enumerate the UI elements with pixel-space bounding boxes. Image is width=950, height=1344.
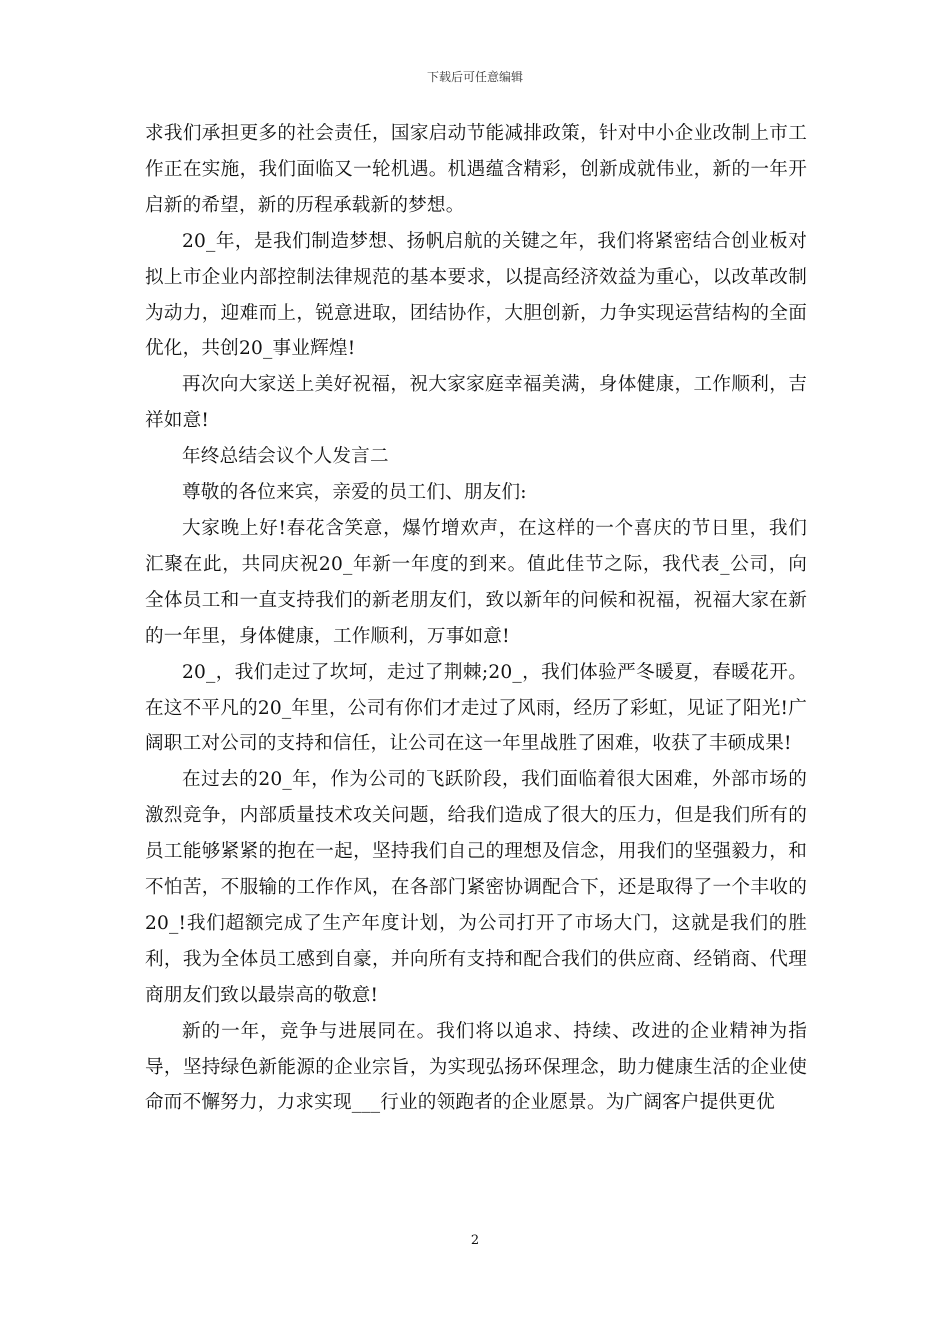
- paragraph-greeting: 大家晚上好!春花含笑意，爆竹增欢声，在这样的一个喜庆的节日里，我们汇聚在此，共同庆祝20_年新一年度的到来。值此佳节之际，我代表_公司，向全体员工和一直支持我们的新老朋友们，致以新年的问候和祝福，祝福大家在新的一年里，身体健康，工作顺利，万事如意!: [145, 517, 807, 647]
- page-number: 2: [470, 1233, 480, 1248]
- page-header: 下载后可任意编辑: [426, 70, 523, 84]
- paragraph-wishes: 再次向大家送上美好祝福，祝大家家庭幸福美满，身体健康，工作顺利，吉祥如意!: [145, 374, 807, 432]
- paragraph-continuation: 求我们承担更多的社会责任，国家启动节能减排政策，针对中小企业改制上市工作正在实施，我们面临又一轮机遇。机遇蕴含精彩，创新成就伟业，新的一年开启新的希望，新的历程承载新的梦想。: [145, 123, 807, 216]
- salutation: 尊敬的各位来宾，亲爱的员工们、朋友们:: [182, 482, 527, 504]
- paragraph-review: 20_，我们走过了坎坷，走过了荆棘;20_，我们体验严冬暖夏，春暖花开。在这不平凡的20_年里，公司有你们才走过了风雨，经历了彩虹，见证了阳光!广阔职工对公司的支持和信任，让公司在这一年里战胜了困难，收获了丰硕成果!: [145, 661, 807, 755]
- section-heading: 年终总结会议个人发言二: [182, 446, 389, 468]
- paragraph-past-year: 在过去的20_年，作为公司的飞跃阶段，我们面临着很大困难，外部市场的激烈竞争，内部质量技术攻关问题，给我们造成了很大的压力，但是我们所有的员工能够紧紧的抱在一起，坚持我们自己的理想及信念，用我们的坚强毅力，和不怕苦，不服输的工作作风，在各部门紧密协调配合下，还是取得了一个丰收的20_!我们超额完成了生产年度计划，为公司打开了市场大门，这就是我们的胜利，我为全体员工感到自豪，并向所有支持和配合我们的供应商、经销商、代理商朋友们致以最崇高的敬意!: [145, 769, 807, 1006]
- document-body: [145, 116, 807, 1121]
- paragraph-goals: 20_年，是我们制造梦想、扬帆启航的关键之年，我们将紧密结合创业板对拟上市企业内部控制法律规范的基本要求，以提高经济效益为重心，以改革改制为动力，迎难而上，锐意进取，团结协作，大胆创新，力争实现运营结构的全面优化，共创20_事业辉煌!: [145, 230, 807, 360]
- paragraph-new-year: 新的一年，竞争与进展同在。我们将以追求、持续、改进的企业精神为指导，坚持绿色新能源的企业宗旨，为实现弘扬环保理念，助力健康生活的企业使命而不懈努力，力求实现___行业的领跑者的企业愿景。为广阔客户提供更优: [145, 1020, 807, 1114]
